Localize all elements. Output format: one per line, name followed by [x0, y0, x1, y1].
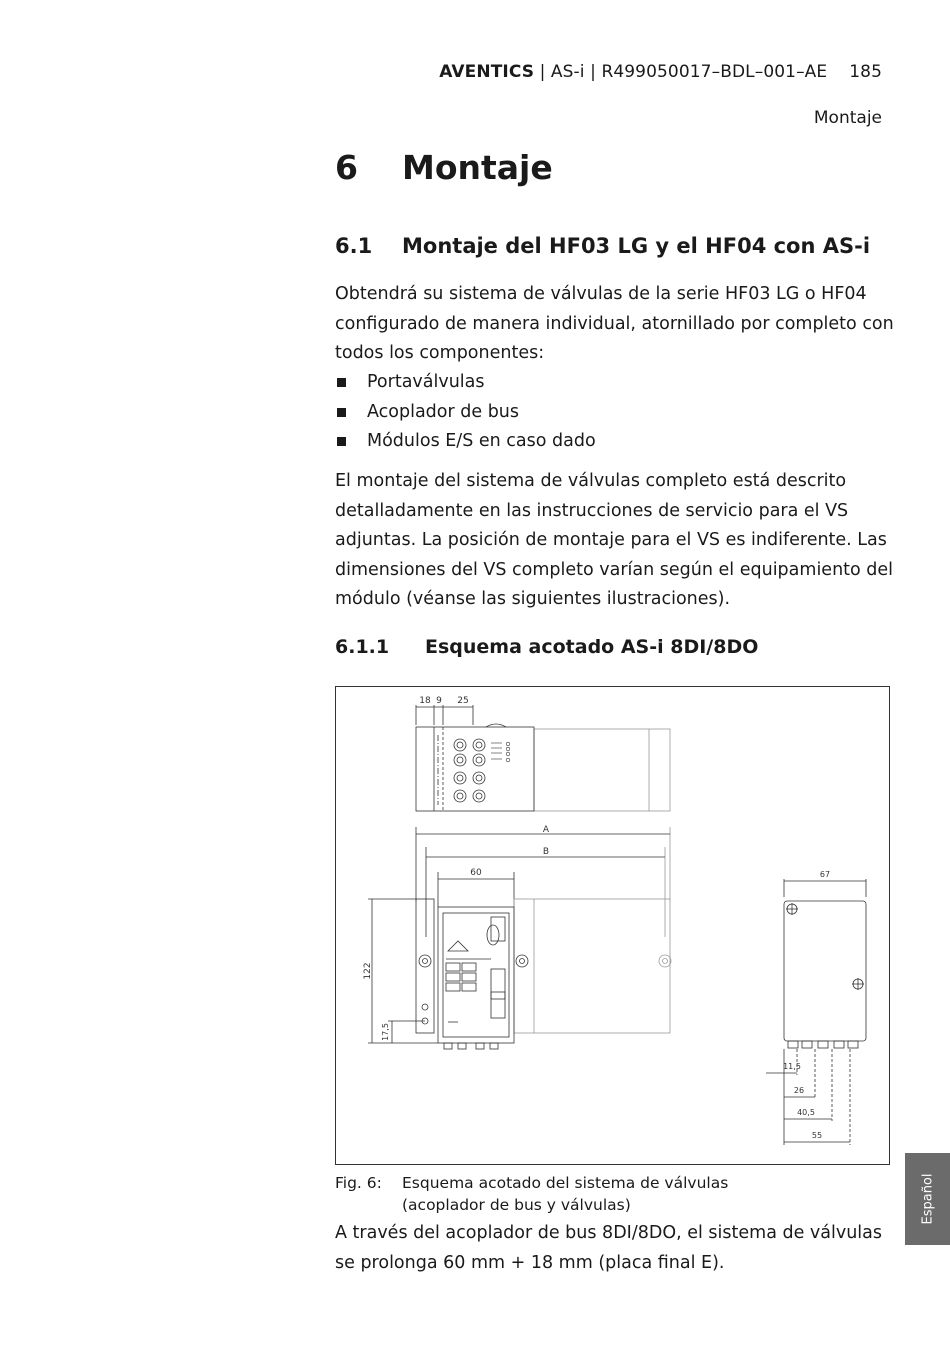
assembly-paragraph: El montaje del sistema de válvulas completo está descrito detalladamente en las instrucciones de servicio para el VS adjuntas. La posición de montaje para el VS es indiferente. Las dimensiones del VS completo varían según el equipamiento del módulo (véanse las siguientes ilustraciones). [335, 471, 894, 610]
brand-name: AVENTICS [439, 62, 535, 82]
section-heading [335, 234, 870, 258]
chapter-number: 6 [335, 148, 358, 187]
bullet-square-icon [337, 378, 346, 387]
side-view [766, 870, 866, 1145]
dim-label-18: 18 [419, 696, 431, 706]
section-title: Montaje del HF03 LG y el HF04 con AS-i [402, 234, 871, 258]
dim-label-a: A [542, 825, 550, 835]
dim-label-9: 9 [436, 696, 442, 706]
language-tab [905, 1153, 950, 1245]
bullet-square-icon [337, 437, 346, 446]
connector-group [454, 739, 485, 802]
dim-label-b: B [542, 847, 550, 857]
language-tab-label: Español [920, 1173, 935, 1225]
dim-label-60: 60 [470, 868, 482, 878]
caption-label: Fig. 6: [335, 1174, 382, 1192]
page-number: 185 [849, 62, 882, 82]
dimension-drawing [336, 687, 891, 1166]
dim-label-122: 122 [363, 962, 373, 980]
front-view [363, 899, 671, 1049]
dim-label-11-5: 11,5 [783, 1062, 801, 1071]
figure-caption [335, 1172, 728, 1216]
subsection-title: Esquema acotado AS-i 8DI/8DO [425, 636, 759, 658]
overall-dimensions [416, 825, 670, 937]
dim-label-67: 67 [819, 870, 831, 879]
running-header: AVENTICS | AS-i | R499050017–BDL–001–AE 185 [439, 62, 882, 82]
caption-text-line1: Esquema acotado del sistema de válvulas [402, 1174, 729, 1192]
dim-label-17-5: 17,5 [381, 1023, 390, 1041]
caption-text-line2: (acoplador de bus y válvulas) [402, 1196, 631, 1214]
list-item: Acoplador de bus [335, 398, 895, 428]
subsection-heading [335, 636, 758, 658]
intro-paragraph: Obtendrá su sistema de válvulas de la serie HF03 LG o HF04 configurado de manera individual, atornillado por completo con todos los componentes: [335, 284, 894, 364]
bullet-square-icon [337, 408, 346, 417]
dim-label-55: 55 [811, 1131, 823, 1140]
subsection-number: 6.1.1 [335, 636, 390, 658]
component-list [335, 368, 895, 457]
dim-label-40-5: 40,5 [797, 1108, 815, 1117]
list-item: Portaválvulas [335, 368, 895, 398]
chapter-heading [335, 148, 553, 187]
dimension-drawing-figure [335, 686, 890, 1165]
top-view [416, 696, 670, 811]
extension-paragraph: A través del acoplador de bus 8DI/8DO, el sistema de válvulas se prolonga 60 mm + 18 mm (placa final E). [335, 1223, 883, 1273]
section-number: 6.1 [335, 234, 373, 258]
document-number: R499050017–BDL–001–AE [601, 62, 828, 82]
running-section-label: Montaje [813, 108, 882, 128]
dim-label-26: 26 [793, 1086, 805, 1095]
list-item: Módulos E/S en caso dado [335, 427, 895, 457]
product-name: AS-i [550, 62, 585, 82]
dim-label-25: 25 [457, 696, 469, 706]
chapter-title: Montaje [402, 148, 553, 187]
